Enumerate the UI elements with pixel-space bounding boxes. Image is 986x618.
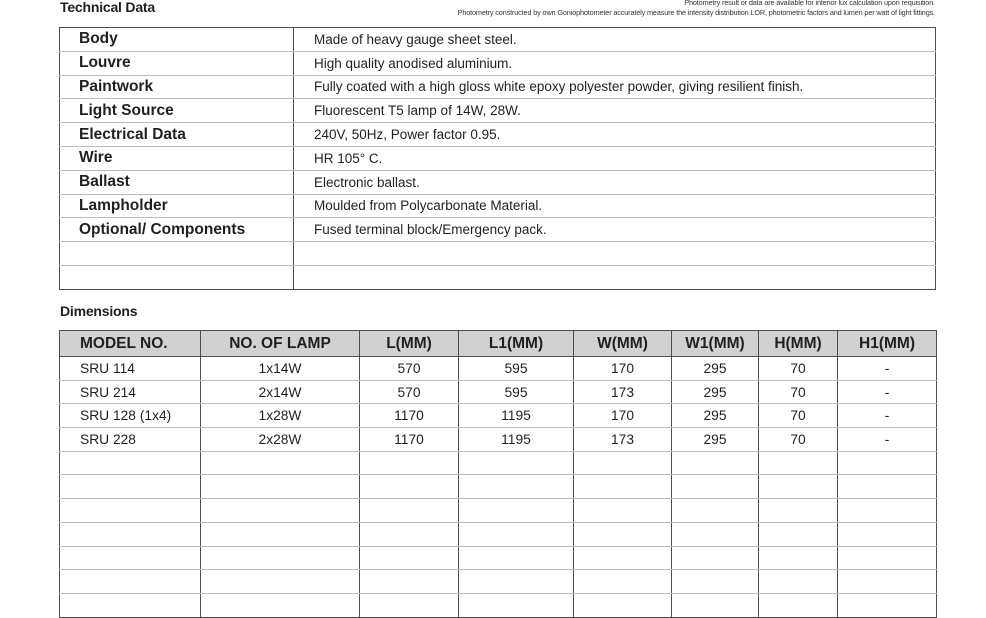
dimensions-cell <box>672 475 759 499</box>
dimensions-cell <box>574 593 672 617</box>
dimensions-cell <box>672 451 759 475</box>
dimensions-row <box>60 404 937 428</box>
dimensions-row <box>60 380 937 404</box>
dimensions-cell: 70 <box>759 404 838 428</box>
dimensions-cell: 1x14W <box>201 357 360 381</box>
dimensions-column-header: H1(MM) <box>838 331 937 357</box>
dimensions-cell <box>360 475 459 499</box>
dimensions-cell <box>459 593 574 617</box>
dimensions-row <box>60 570 937 594</box>
dimensions-cell <box>672 522 759 546</box>
technical-data-row <box>60 75 936 99</box>
dimensions-cell <box>672 570 759 594</box>
dimensions-cell <box>459 499 574 523</box>
dimensions-cell <box>838 593 937 617</box>
technical-data-value: 240V, 50Hz, Power factor 0.95. <box>294 123 936 147</box>
dimensions-cell <box>459 546 574 570</box>
dimensions-cell <box>60 475 201 499</box>
dimensions-cell: 173 <box>574 428 672 452</box>
dimensions-cell <box>360 570 459 594</box>
dimensions-cell: 1170 <box>360 404 459 428</box>
dimensions-cell <box>759 522 838 546</box>
dimensions-cell <box>60 499 201 523</box>
dimensions-cell <box>459 570 574 594</box>
dimensions-cell <box>759 570 838 594</box>
technical-data-row <box>60 265 936 289</box>
dimensions-column-header: NO. OF LAMP <box>201 331 360 357</box>
dimensions-cell: - <box>838 428 937 452</box>
dimensions-cell <box>201 475 360 499</box>
dimensions-cell <box>60 451 201 475</box>
technical-data-label <box>60 242 294 266</box>
dimensions-cell <box>360 593 459 617</box>
technical-data-row <box>60 51 936 75</box>
technical-data-value: Electronic ballast. <box>294 170 936 194</box>
technical-data-row <box>60 28 936 52</box>
dimensions-cell <box>360 499 459 523</box>
technical-data-label: Ballast <box>60 170 294 194</box>
dimensions-cell <box>360 546 459 570</box>
dimensions-cell <box>459 475 574 499</box>
dimensions-cell: 2x28W <box>201 428 360 452</box>
technical-data-label: Light Source <box>60 99 294 123</box>
technical-data-row <box>60 99 936 123</box>
technical-data-label: Body <box>60 28 294 52</box>
technical-data-label: Paintwork <box>60 75 294 99</box>
technical-data-value: Fully coated with a high gloss white epoxy polyester powder, giving resilient finish. <box>294 75 936 99</box>
dimensions-column-header: W(MM) <box>574 331 672 357</box>
dimensions-cell <box>672 499 759 523</box>
dimensions-cell <box>759 499 838 523</box>
technical-data-label: Electrical Data <box>60 123 294 147</box>
dimensions-cell: 295 <box>672 428 759 452</box>
dimensions-cell: 595 <box>459 380 574 404</box>
dimensions-cell: - <box>838 404 937 428</box>
dimensions-cell: 570 <box>360 357 459 381</box>
technical-data-value: Fluorescent T5 lamp of 14W, 28W. <box>294 99 936 123</box>
dimensions-cell <box>838 451 937 475</box>
technical-data-label <box>60 265 294 289</box>
dimensions-cell: 595 <box>459 357 574 381</box>
dimensions-cell <box>201 451 360 475</box>
dimensions-cell <box>838 475 937 499</box>
dimensions-cell: - <box>838 380 937 404</box>
dimensions-row <box>60 475 937 499</box>
dimensions-cell <box>60 522 201 546</box>
dimensions-column-header: W1(MM) <box>672 331 759 357</box>
dimensions-cell: 173 <box>574 380 672 404</box>
dimensions-cell <box>574 451 672 475</box>
dimensions-table <box>59 330 937 618</box>
dimensions-cell <box>574 522 672 546</box>
dimensions-cell <box>459 522 574 546</box>
technical-data-table <box>59 27 936 290</box>
technical-data-label: Optional/ Components <box>60 218 294 242</box>
technical-data-value: Fused terminal block/Emergency pack. <box>294 218 936 242</box>
technical-data-title: Technical Data <box>60 0 155 15</box>
dimensions-row <box>60 522 937 546</box>
technical-data-row <box>60 218 936 242</box>
dimensions-cell <box>60 546 201 570</box>
technical-data-row <box>60 146 936 170</box>
dimensions-cell: SRU 214 <box>60 380 201 404</box>
dimensions-cell <box>574 499 672 523</box>
dimensions-cell: 70 <box>759 357 838 381</box>
dimensions-cell <box>60 570 201 594</box>
technical-data-value <box>294 242 936 266</box>
photometry-note-2: Photometry constructed by own Goniophotometer accurately measure the intensity distribution LOR, photometric factors and lumen per watt of light fittings. <box>457 8 935 17</box>
technical-data-row <box>60 194 936 218</box>
dimensions-cell: 1x28W <box>201 404 360 428</box>
dimensions-cell: 295 <box>672 357 759 381</box>
dimensions-cell <box>201 546 360 570</box>
technical-data-value: Made of heavy gauge sheet steel. <box>294 28 936 52</box>
dimensions-cell: SRU 114 <box>60 357 201 381</box>
dimensions-cell: 70 <box>759 428 838 452</box>
dimensions-cell: 1170 <box>360 428 459 452</box>
technical-data-label: Lampholder <box>60 194 294 218</box>
dimensions-row <box>60 451 937 475</box>
dimensions-cell <box>574 546 672 570</box>
dimensions-column-header: MODEL NO. <box>60 331 201 357</box>
dimensions-cell <box>759 451 838 475</box>
dimensions-header-row <box>60 331 937 357</box>
photometry-note-1: Photometry result or data are available for interior lux calculation upon requisition. <box>684 0 935 7</box>
dimensions-column-header: L(MM) <box>360 331 459 357</box>
technical-data-row <box>60 242 936 266</box>
dimensions-cell <box>360 451 459 475</box>
dimensions-row <box>60 593 937 617</box>
dimensions-cell <box>60 593 201 617</box>
dimensions-cell <box>759 475 838 499</box>
dimensions-cell <box>459 451 574 475</box>
dimensions-cell: SRU 128 (1x4) <box>60 404 201 428</box>
dimensions-cell <box>838 546 937 570</box>
dimensions-cell <box>672 546 759 570</box>
dimensions-row <box>60 357 937 381</box>
dimensions-cell <box>201 570 360 594</box>
dimensions-cell: 2x14W <box>201 380 360 404</box>
dimensions-cell <box>838 522 937 546</box>
technical-data-value <box>294 265 936 289</box>
dimensions-cell <box>759 546 838 570</box>
dimensions-cell: 570 <box>360 380 459 404</box>
dimensions-cell <box>759 593 838 617</box>
dimensions-cell: SRU 228 <box>60 428 201 452</box>
dimensions-cell <box>360 522 459 546</box>
dimensions-cell: - <box>838 357 937 381</box>
dimensions-cell <box>838 499 937 523</box>
dimensions-cell: 295 <box>672 380 759 404</box>
dimensions-row <box>60 499 937 523</box>
dimensions-cell <box>201 499 360 523</box>
dimensions-cell: 170 <box>574 404 672 428</box>
dimensions-title: Dimensions <box>60 303 138 319</box>
dimensions-column-header: L1(MM) <box>459 331 574 357</box>
dimensions-cell: 1195 <box>459 404 574 428</box>
technical-data-value: High quality anodised aluminium. <box>294 51 936 75</box>
dimensions-cell <box>201 522 360 546</box>
dimensions-cell: 295 <box>672 404 759 428</box>
technical-data-label: Wire <box>60 146 294 170</box>
dimensions-cell <box>201 593 360 617</box>
dimensions-cell: 1195 <box>459 428 574 452</box>
dimensions-cell <box>838 570 937 594</box>
dimensions-row <box>60 428 937 452</box>
dimensions-cell <box>574 475 672 499</box>
dimensions-cell: 70 <box>759 380 838 404</box>
dimensions-cell <box>672 593 759 617</box>
technical-data-value: Moulded from Polycarbonate Material. <box>294 194 936 218</box>
technical-data-row <box>60 170 936 194</box>
dimensions-row <box>60 546 937 570</box>
dimensions-column-header: H(MM) <box>759 331 838 357</box>
dimensions-cell: 170 <box>574 357 672 381</box>
technical-data-row <box>60 123 936 147</box>
dimensions-cell <box>574 570 672 594</box>
technical-data-label: Louvre <box>60 51 294 75</box>
technical-data-value: HR 105° C. <box>294 146 936 170</box>
